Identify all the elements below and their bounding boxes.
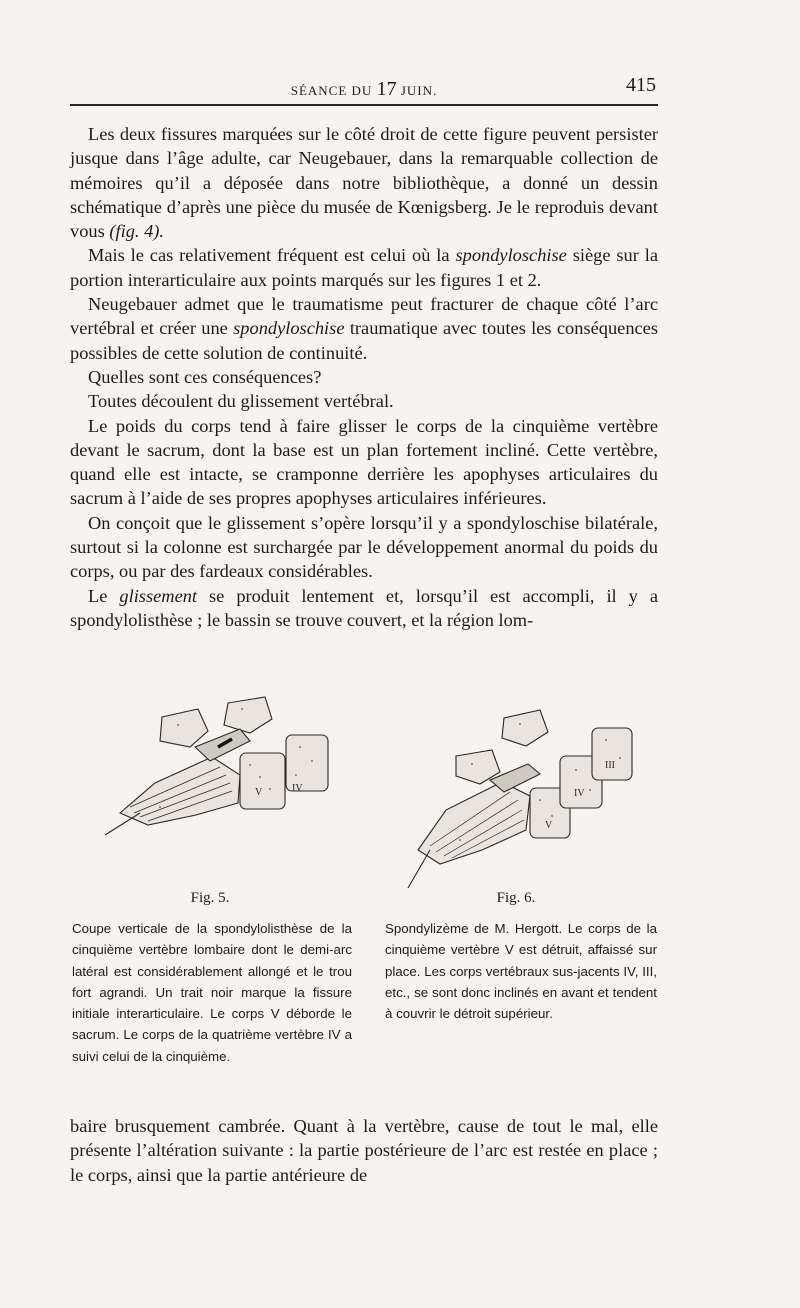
fig6-numeral-v: V	[545, 820, 553, 831]
fig6-numeral-iv: IV	[574, 788, 585, 799]
figure-6-caption: Spondylizème de M. Hergott. Le corps de la cinquième vertèbre V est détruit, affaissé sur place. Les corps vertébraux sus-jacents IV, III, etc., se sont donc inclinés en avant et tendent à couvrir le détroit supérieur.	[385, 921, 657, 1022]
page-number: 415	[626, 74, 656, 96]
paragraph: Toutes découlent du glissement vertébral.	[88, 391, 394, 412]
figure-5-caption: Coupe verticale de la spondylolisthèse de la cinquième vertèbre lombaire dont le demi-arc latéral est considérablement allongé et le trou fort agrandi. Un trait noir marque la fissure initiale interarticulaire. Le corps V déborde le sacrum. Le corps de la quatrième vertèbre IV a suivi celui de la cinquième.	[72, 921, 352, 1064]
paragraph: Le glissement se produit lentement et, lorsqu’il est accompli, il y a spondylolisthèse ; le bassin se trouve couvert, et la région lom-	[70, 585, 658, 630]
title-day: 17	[376, 78, 397, 100]
paragraph: Quelles sont ces conséquences?	[88, 366, 322, 387]
paragraph: Mais le cas relativement fréquent est celui où la spondyloschise siège sur la portion interarticulaire aux points marqués sur les figures 1 et 2.	[70, 245, 659, 290]
fig5-numeral-v: V	[255, 787, 263, 798]
body-text-bottom	[70, 1114, 658, 1187]
figure-5-label: Fig. 5.	[190, 890, 230, 906]
figure-5-illustration	[100, 695, 340, 840]
paragraph: baire brusquement cambrée. Quant à la vertèbre, cause de tout le mal, elle présente l’altération suivante : la partie postérieure de l’arc est restée en place ; le corps, ainsi que la partie antérieure de	[70, 1116, 658, 1185]
header-rule	[70, 104, 658, 106]
paragraph: Les deux fissures marquées sur le côté droit de cette figure peuvent persister jusque dans l’âge adulte, car Neugebauer, dans la remarquable collection de mémoires qu’il a déposée dans notre bibliothèque, a donné un dessin schématique d’après une pièce du musée de Kœnigsberg. Je le reproduis devant vous (fig. 4).	[70, 124, 658, 242]
running-header	[70, 72, 658, 98]
paragraph: Le poids du corps tend à faire glisser le corps de la cinquième vertèbre devant le sacrum, dont la base est un plan fortement incliné. Cette vertèbre, quand elle est intacte, se cramponne derrière les apophyses articulaires du sacrum à l’aide de ses propres apophyses articulaires inférieures.	[70, 415, 658, 509]
fig6-numeral-iii: III	[605, 760, 615, 771]
figure-6-label: Fig. 6.	[496, 890, 536, 906]
figure-6-illustration	[400, 700, 640, 890]
paragraph: On conçoit que le glissement s’opère lorsqu’il y a spondyloschise bilatérale, surtout si la colonne est surchargée par le développement anormal du poids du corps, ou par des fardeaux considérables.	[70, 512, 658, 582]
paragraph: Neugebauer admet que le traumatisme peut fracturer de chaque côté l’arc vertébral et créer une spondyloschise traumatique avec toutes les conséquences possibles de cette solution de continuité.	[70, 294, 658, 363]
fig5-numeral-iv: IV	[292, 783, 303, 794]
running-title: SÉANCE DU 17 JUIN.	[290, 78, 438, 100]
body-text-top	[70, 122, 658, 632]
